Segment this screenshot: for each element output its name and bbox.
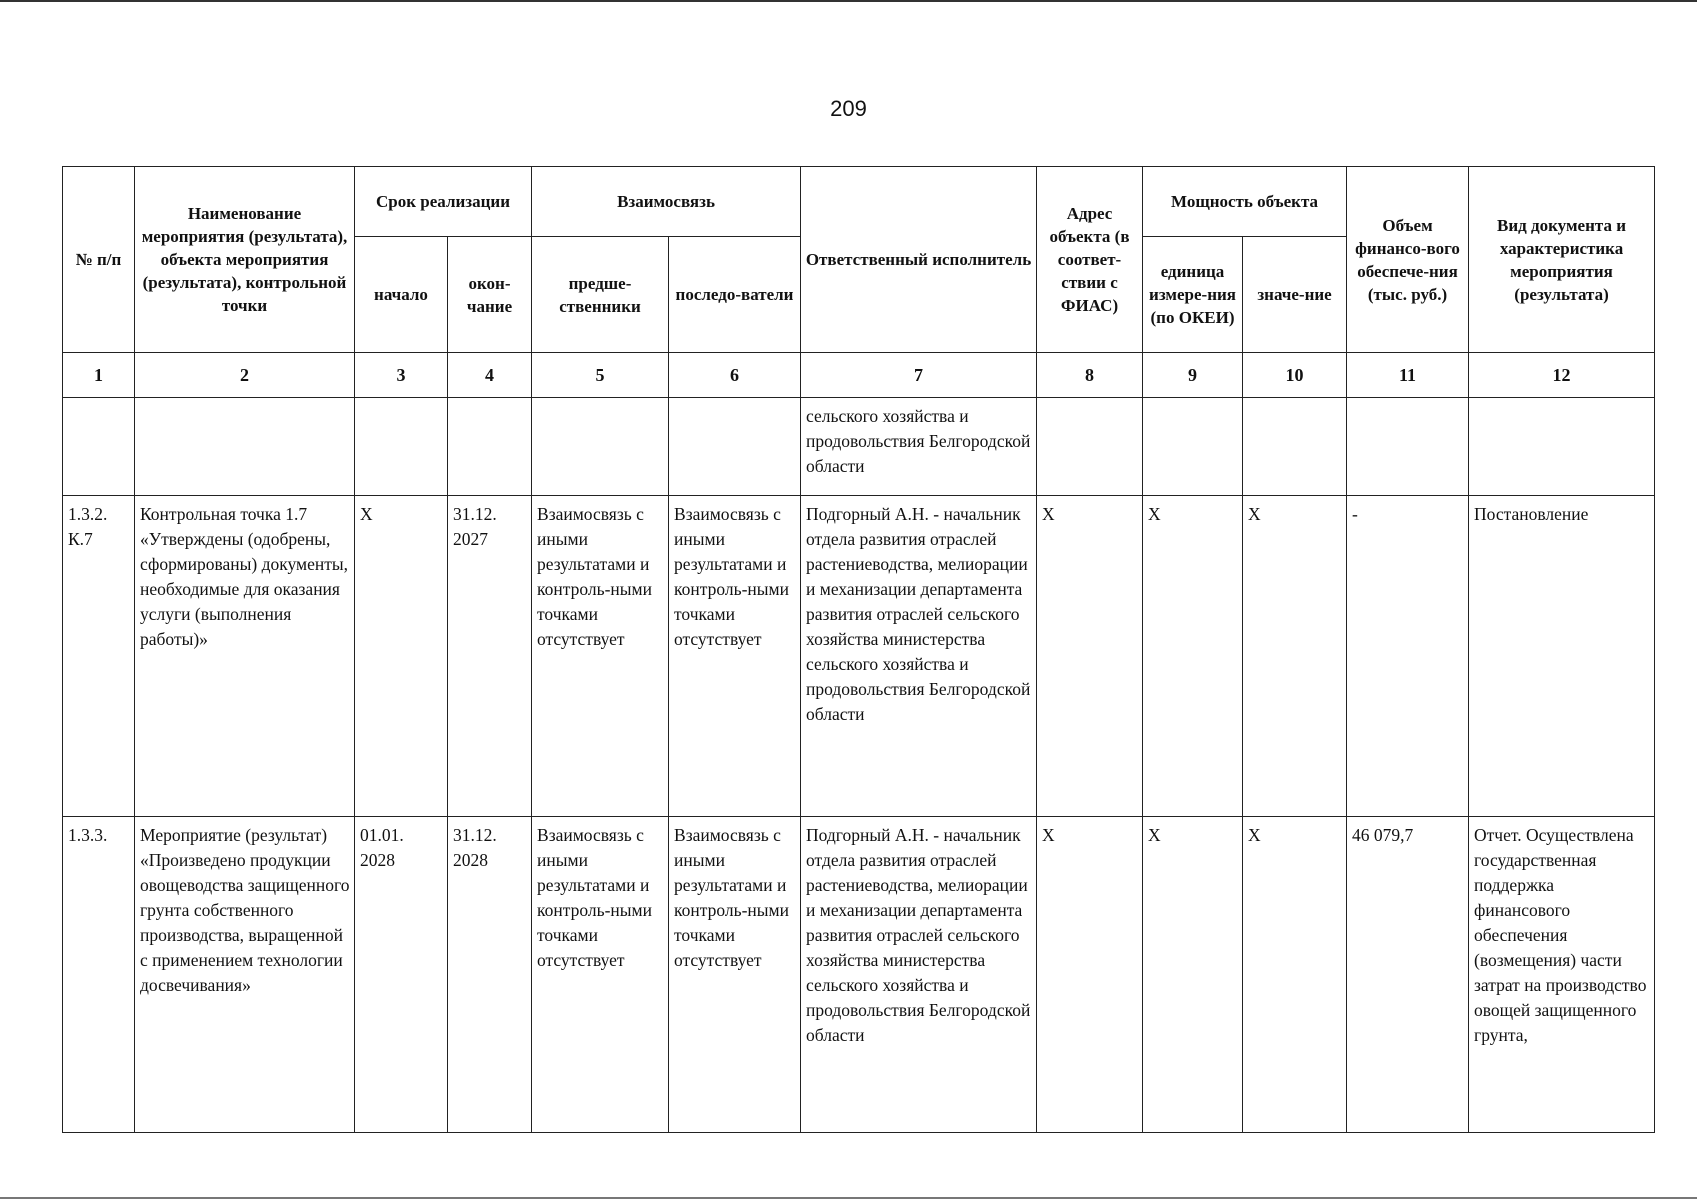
- cell-end: [448, 398, 532, 496]
- top-rule: [0, 0, 1697, 2]
- header-value: значе-ние: [1243, 237, 1347, 353]
- cell-num: 1.3.2. К.7: [63, 496, 135, 817]
- cell-responsible: Подгорный А.Н. - начальник отдела развития отраслей растениеводства, мелиорации и механизации департамента развития отраслей сельского хозяйства министерства сельского хозяйства и продовольствия Белгородской области: [801, 817, 1037, 1133]
- col-number: 12: [1469, 353, 1655, 398]
- cell-address: [1037, 398, 1143, 496]
- col-number: 10: [1243, 353, 1347, 398]
- cell-predecessors: Взаимосвязь с иными результатами и контроль-ными точками отсутствует: [532, 496, 669, 817]
- header-address: Адрес объекта (в соответ-ствии с ФИАС): [1037, 167, 1143, 353]
- cell-name: Контрольная точка 1.7 «Утверждены (одобрены, сформированы) документы, необходимые для оказания услуги (выполнения работы)»: [135, 496, 355, 817]
- cell-doc: Постановление: [1469, 496, 1655, 817]
- bottom-rule: [0, 1197, 1697, 1199]
- cell-finance: -: [1347, 496, 1469, 817]
- cell-end: 31.12. 2027: [448, 496, 532, 817]
- cell-predecessors: Взаимосвязь с иными результатами и контроль-ными точками отсутствует: [532, 817, 669, 1133]
- cell-unit: Х: [1143, 496, 1243, 817]
- header-predecessors: предше-ственники: [532, 237, 669, 353]
- col-number: 1: [63, 353, 135, 398]
- cell-num: [63, 398, 135, 496]
- cell-unit: Х: [1143, 817, 1243, 1133]
- col-number: 9: [1143, 353, 1243, 398]
- col-number: 11: [1347, 353, 1469, 398]
- header-name: Наименование мероприятия (результата), объекта мероприятия (результата), контрольной точки: [135, 167, 355, 353]
- cell-unit: [1143, 398, 1243, 496]
- cell-start: 01.01. 2028: [355, 817, 448, 1133]
- header-term: Срок реализации: [355, 167, 532, 237]
- col-number: 8: [1037, 353, 1143, 398]
- cell-successors: [669, 398, 801, 496]
- header-capacity: Мощность объекта: [1143, 167, 1347, 237]
- cell-predecessors: [532, 398, 669, 496]
- cell-value: [1243, 398, 1347, 496]
- header-unit: единица измере-ния (по ОКЕИ): [1143, 237, 1243, 353]
- cell-address: Х: [1037, 496, 1143, 817]
- col-number: 7: [801, 353, 1037, 398]
- cell-name: [135, 398, 355, 496]
- table-row: [63, 496, 1655, 817]
- col-number: 2: [135, 353, 355, 398]
- header-doc-type: Вид документа и характеристика мероприятия (результата): [1469, 167, 1655, 353]
- cell-successors: Взаимосвязь с иными результатами и контроль-ными точками отсутствует: [669, 496, 801, 817]
- table-row: [63, 398, 1655, 496]
- cell-value: Х: [1243, 496, 1347, 817]
- cell-value: Х: [1243, 817, 1347, 1133]
- cell-finance: 46 079,7: [1347, 817, 1469, 1133]
- header-responsible: Ответственный исполнитель: [801, 167, 1037, 353]
- cell-responsible: Подгорный А.Н. - начальник отдела развития отраслей растениеводства, мелиорации и механизации департамента развития отраслей сельского хозяйства министерства сельского хозяйства и продовольствия Белгородской области: [801, 496, 1037, 817]
- cell-address: Х: [1037, 817, 1143, 1133]
- cell-finance: [1347, 398, 1469, 496]
- cell-doc: [1469, 398, 1655, 496]
- plan-table: [62, 166, 1655, 1133]
- cell-end: 31.12. 2028: [448, 817, 532, 1133]
- table-row: [63, 817, 1655, 1133]
- col-number: 6: [669, 353, 801, 398]
- header-finance: Объем финансо-вого обеспече-ния (тыс. руб.): [1347, 167, 1469, 353]
- header-start: начало: [355, 237, 448, 353]
- cell-start: [355, 398, 448, 496]
- header-end: окон-чание: [448, 237, 532, 353]
- col-number: 5: [532, 353, 669, 398]
- header-link: Взаимосвязь: [532, 167, 801, 237]
- cell-num: 1.3.3.: [63, 817, 135, 1133]
- col-number: 3: [355, 353, 448, 398]
- cell-responsible: сельского хозяйства и продовольствия Белгородской области: [801, 398, 1037, 496]
- cell-name: Мероприятие (результат) «Произведено продукции овощеводства защищенного грунта собственного производства, выращенной с применением технологии досвечивания»: [135, 817, 355, 1133]
- cell-start: Х: [355, 496, 448, 817]
- cell-doc: Отчет. Осуществлена государственная поддержка финансового обеспечения (возмещения) части затрат на производство овощей защищенного грунта,: [1469, 817, 1655, 1133]
- col-number: 4: [448, 353, 532, 398]
- header-num: № п/п: [63, 167, 135, 353]
- cell-successors: Взаимосвязь с иными результатами и контроль-ными точками отсутствует: [669, 817, 801, 1133]
- page-number: 209: [830, 96, 867, 121]
- header-successors: последо-ватели: [669, 237, 801, 353]
